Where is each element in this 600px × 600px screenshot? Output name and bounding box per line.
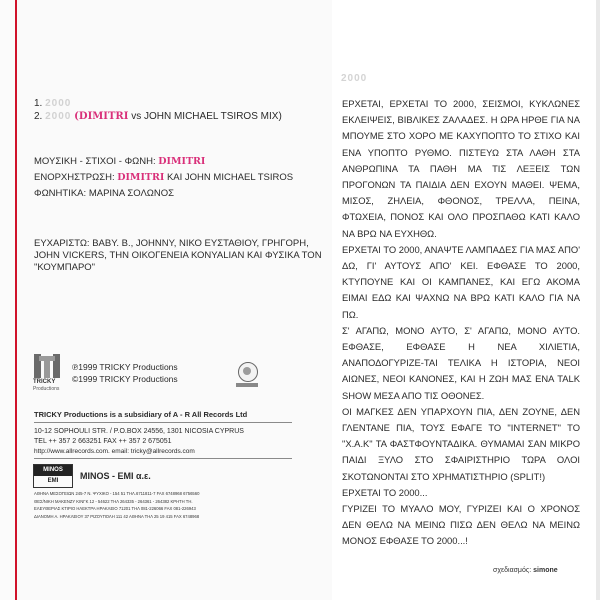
credit-orchestration bbox=[34, 170, 293, 186]
credit-artist: DIMITRI bbox=[117, 172, 165, 183]
credit-value: ΜΑΡΙΝΑ ΣΟΛΩΝΟΣ bbox=[88, 188, 175, 199]
design-credit bbox=[493, 567, 558, 574]
track-title: 2000 bbox=[45, 98, 72, 109]
copyright-block bbox=[72, 361, 178, 385]
right-edge-shadow bbox=[596, 0, 600, 600]
lyrics-paragraph: ΓΥΡΙΖΕΙ ΤΟ ΜΥΑΛΟ ΜΟΥ, ΓΥΡΙΖΕΙ ΚΑΙ Ο ΧΡΟΝΟΣ ΔΕΝ ΘΕΛΩ ΝΑ ΜΕΙΝΩ ΠΙΣΩ ΔΕΝ ΘΕΛΩ ΝΑ ΜΕΙΝΩ ΜΟΝΟΣ ΕΦΘΑΣΕ ΤΟ 2000...! bbox=[342, 503, 580, 547]
divider bbox=[34, 422, 292, 423]
phone-line: TEL ++ 357 2 663251 FAX ++ 357 2 675051 bbox=[34, 438, 172, 445]
company-line: TRICKY Productions is a subsidiary of A - R All Records Ltd bbox=[34, 410, 248, 419]
credit-music bbox=[34, 154, 293, 170]
all-records-emblem-icon bbox=[236, 362, 258, 390]
lyrics-paragraph: ΕΡΧΕΤΑΙ, ΕΡΧΕΤΑΙ ΤΟ 2000, ΣΕΙΣΜΟΙ, ΚΥΚΛΩΝΕΣ ΕΚΛΕΙΨΕΙΣ, ΒΙΒΛΙΚΕΣ ΖΑΛΑΔΕΣ. Η ΩΡΑ ΗΡΘΕ ΓΙΑ ΝΑ ΜΠΟΥΜΕ ΣΤΟ ΧΟΡΟ ΜΕ ΚΑΧΥΠΟΠΤΟ ΤΟ ΣΤΙΧΟ ΚΑΙ ΕΝΑ ΥΠΟΠΤΟ ΡΥΘΜΟ. ΠΙΣΤΕΥΩ ΣΤΑ ΛΑΘΗ ΣΤΑ ΑΝΘΡΩΠΙΝΑ ΤΑ ΠΑΘΗ ΜΑ ΤΙΣ ΛΕΞΕΙΣ ΤΩΝ ΠΡΟΓΟΝΩΝ ΤΑ ΠΑΙΔΙΑ ΔΕΝ ΕΧΟΥΝ ΜΑΘΕΙ. ΨΕΜΑ, ΜΙΣΟΣ, ΖΗΛΕΙΑ, ΦΘΟΝΟΣ, ΤΡΕΛΛΑ, ΠΕΙΝΑ, ΦΤΩΧΕΙΑ, ΠΟΝΟΣ ΚΑΙ ΟΛΟ ΠΡΟΣΠΑΘΩ ΚΑΤΙ ΚΑΛΟ ΝΑ ΒΡΩ ΝΑ ΕΥΧΗΘΩ. bbox=[342, 98, 580, 239]
lyrics-paragraph: ΕΡΧΕΤΑΙ ΤΟ 2000... bbox=[342, 486, 428, 498]
office-line: ΘΕΣ/ΝΙΚΗ ΜΑΚΕΝΖΥ ΚΙΝΓΚ 12 - 54622 ΤΗΛ 264335 - 264361 - 264382 ΚΡΗΤΗ ΤΗ. bbox=[34, 498, 193, 504]
track-note-open: ( bbox=[74, 111, 79, 122]
minos-name: MINOS - EMI α.ε. bbox=[80, 471, 151, 481]
office-line: ΑΘΗΝΑ ΜΕΣΟΓΕΙΩΝ 245-7 Ν. ΨΥΧΙΚΟ - 154 51 ΤΗΛ.6711811-7 FAX 6748968 6756560 bbox=[34, 491, 200, 496]
minos-logo-bottom: EMI bbox=[47, 478, 59, 484]
track-title: 2000 bbox=[45, 111, 72, 122]
tricky-logo-name: TRICKY bbox=[33, 379, 56, 385]
track-number: 2. bbox=[34, 111, 43, 122]
track-artist: DIMITRI bbox=[78, 111, 129, 122]
divider bbox=[34, 458, 292, 459]
red-edge-line bbox=[15, 0, 17, 600]
tricky-logo-sub: Productions bbox=[33, 386, 60, 392]
minos-logo-top: MINOS bbox=[34, 465, 72, 476]
company-address bbox=[34, 427, 244, 447]
lyrics-text bbox=[342, 96, 580, 550]
track-note: vs JOHN MICHAEL TSIROS MIX) bbox=[128, 111, 282, 122]
credit-label: ΦΩΝΗΤΙΚΑ: bbox=[34, 188, 87, 199]
lyrics-paragraph: ΟΙ ΜΑΓΚΕΣ ΔΕΝ ΥΠΑΡΧΟΥΝ ΠΙΑ, ΔΕΝ ΖΟΥΝΕ, ΔΕΝ ΓΛΕΝΤΑΝΕ ΠΙΑ, ΤΟΥΣ ΕΦΑΓΕ ΤΟ "INTERNET" ΤΟ "Χ.Α.Κ" ΤΑ ΦΑΣΤΦΟΥΝΤΑΔΙΚΑ. ΘΥΜΑΜΑΙ ΣΑΝ ΜΙΚΡΟ ΠΑΙΔΙ ΞΥΛΟ ΣΤΟ ΣΦΑΙΡΙΣΤΗΡΙΟ ΤΩΡΑ ΟΛΟΙ ΣΚΟΤΩΝΟΝΤΑΙ ΣΤΟ ΧΡΗΜΑΤΙΣΤΗΡΙΟ (SPLIT!) bbox=[342, 405, 580, 482]
minos-emi-logo-icon bbox=[33, 464, 73, 488]
office-line: ΔΙΑΝΟΜΗ Α. ΗΡΑΚΛΕΙΟΥ 37 ΡΙΖΟΥΠΟΛΗ 111 42 ΑΘΗΝΑ ΤΗΛ 25 19 415 FAX 6748968 bbox=[34, 513, 200, 519]
lyrics-paragraph: Σ' ΑΓΑΠΩ, ΜΟΝΟ ΑΥΤΟ, Σ' ΑΓΑΠΩ, ΜΟΝΟ ΑΥΤΟ. ΕΦΘΑΣΕ, ΕΦΘΑΣΕ Η ΝΕΑ ΧΙΛΙΕΤΙΑ, ΑΝΑΠΟΔΟΓΥΡΙΖΕ-ΤΑΙ ΤΕΛΙΚΑ Η ΙΣΤΟΡΙΑ, ΝΕΟΙ ΑΙΩΝΕΣ, ΝΕΟΙ ΚΑΝΟΝΕΣ, ΚΑΙ Η ΖΩΗ ΜΑΣ ΕΝΑ TALK SHOW ΜΕΣΑ ΑΠΟ ΤΙΣ ΟΘΟΝΕΣ. bbox=[342, 324, 580, 401]
track-1 bbox=[34, 97, 282, 110]
credit-value: ΚΑΙ JOHN MICHAEL TSIROS bbox=[166, 172, 294, 183]
office-line: ΕΛΕΥΘΕΡΙΑΣ ΚΤΙΡΙΟ ΗΛΕΚΤΡΑ ΗΡΑΚΛΕΙΟ 71201 ΤΗΛ 081-226066 FAX 081-226943 bbox=[34, 506, 196, 511]
lyrics-title: 2000 bbox=[341, 73, 368, 84]
website-line: http://www.allrecords.com. email: tricky@allrecords.com bbox=[34, 448, 195, 455]
copyright: ©1999 TRICKY Productions bbox=[72, 374, 178, 384]
credit-artist: DIMITRI bbox=[158, 156, 206, 167]
lyrics-paragraph: ΕΡΧΕΤΑΙ ΤΟ 2000, ΑΝΑΨΤΕ ΛΑΜΠΑΔΕΣ ΓΙΑ ΜΑΣ ΑΠΟ' ΔΩ, ΓΙ' ΑΥΤΟΥΣ ΑΠΟ' ΚΕΙ. ΕΦΘΑΣΕ ΤΟ 2000, ΚΤΥΠΟΥΝΕ ΚΑΙ ΟΙ ΚΑΜΠΑΝΕΣ, ΚΑΙ ΕΓΩ ΑΚΟΜΑ ΕΙΜΑΙ ΕΔΩ ΚΑΙ ΨΑΧΝΩ ΝΑ ΒΡΩ ΚΑΤΙ ΚΑΛΟ ΓΙΑ ΝΑ ΠΩ. bbox=[342, 243, 580, 320]
track-list bbox=[34, 97, 282, 123]
minos-offices bbox=[34, 490, 199, 520]
address-line: 10-12 SOPHOULI STR. / P.O.BOX 24556, 1301 NICOSIA CYPRUS bbox=[34, 428, 244, 435]
track-2 bbox=[34, 110, 282, 123]
credit-label: ΜΟΥΣΙΚΗ - ΣΤΙΧΟΙ - ΦΩΝΗ: bbox=[34, 156, 156, 167]
credit-voices bbox=[34, 186, 293, 202]
track-number: 1. bbox=[34, 98, 43, 109]
tricky-logo-icon bbox=[34, 354, 60, 378]
thanks-text: ΕΥΧΑΡΙΣΤΩ: BABY. B., JOHNNY, ΝΙΚΟ ΕΥΣΤΑΘΙΟΥ, ΓΡΗΓΟΡΗ, JOHN VICKERS, ΤΗΝ ΟΙΚΟΓΕΝΕΙΑ ΚΟΝΥΑLIAN ΚΑΙ ΦΥΣΙΚΑ ΤΟΝ "ΚΟΥΜΠΑΡΟ" bbox=[34, 238, 322, 273]
design-label: σχεδιασμός: bbox=[493, 567, 532, 574]
credit-label: ΕΝΟΡΧΗΣΤΡΩΣΗ: bbox=[34, 172, 115, 183]
design-name: simone bbox=[533, 567, 558, 574]
credits bbox=[34, 154, 293, 202]
phonogram-copyright: ℗1999 TRICKY Productions bbox=[72, 362, 178, 372]
